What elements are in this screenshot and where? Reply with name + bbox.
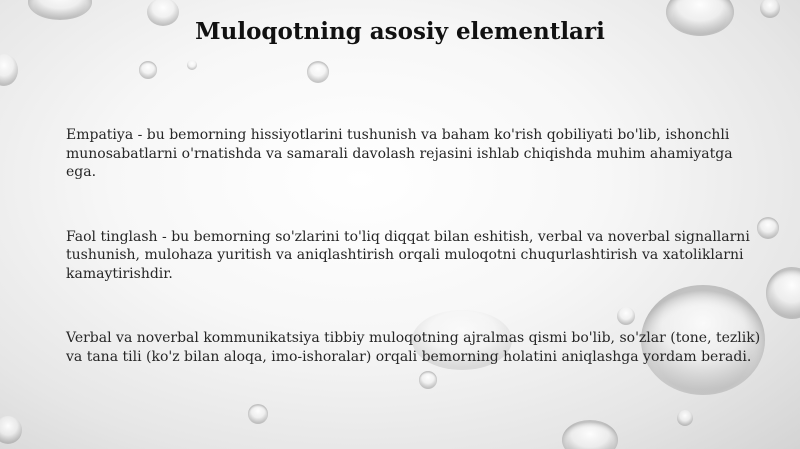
water-drop [766, 267, 800, 319]
water-drop [419, 371, 437, 389]
water-drop [0, 416, 22, 444]
slide-title: Muloqotning asosiy elementlari [195, 18, 605, 45]
water-drop [248, 404, 268, 424]
water-drop [307, 61, 329, 83]
water-drop [139, 61, 157, 79]
water-drop [562, 420, 618, 449]
water-drop [677, 410, 693, 426]
water-drop [28, 0, 92, 20]
water-drop [760, 0, 780, 18]
paragraph-empathy: Empatiya - bu bemorning hissiyotlarini tushunish va baham ko'rish qobiliyati bo'lib, ishonchli munosabatlarni o'rnatishda va samarali davolash rejasini ishlab chiqishda muhim ahamiyatga ega. [66, 127, 733, 180]
water-drop [0, 54, 18, 86]
slide-body [66, 126, 766, 366]
paragraph-active-listening: Faol tinglash - bu bemorning so'zlarini to'liq diqqat bilan eshitish, verbal va noverbal signallarni tushunish, mulohaza yuritish va aniqlashtirish orqali muloqotni chuqurlashtirish va xatoliklarni kamaytirishdir. [66, 228, 750, 282]
paragraph-verbal-nonverbal: Verbal va noverbal kommunikatsiya tibbiy muloqotning ajralmas qismi bo'lib, so'zlar (tone, tezlik) va tana tili (ko'z bilan aloqa, imo-ishoralar) orqali bemorning holatini aniqlashga yordam beradi. [66, 330, 761, 365]
water-drop [187, 60, 197, 70]
